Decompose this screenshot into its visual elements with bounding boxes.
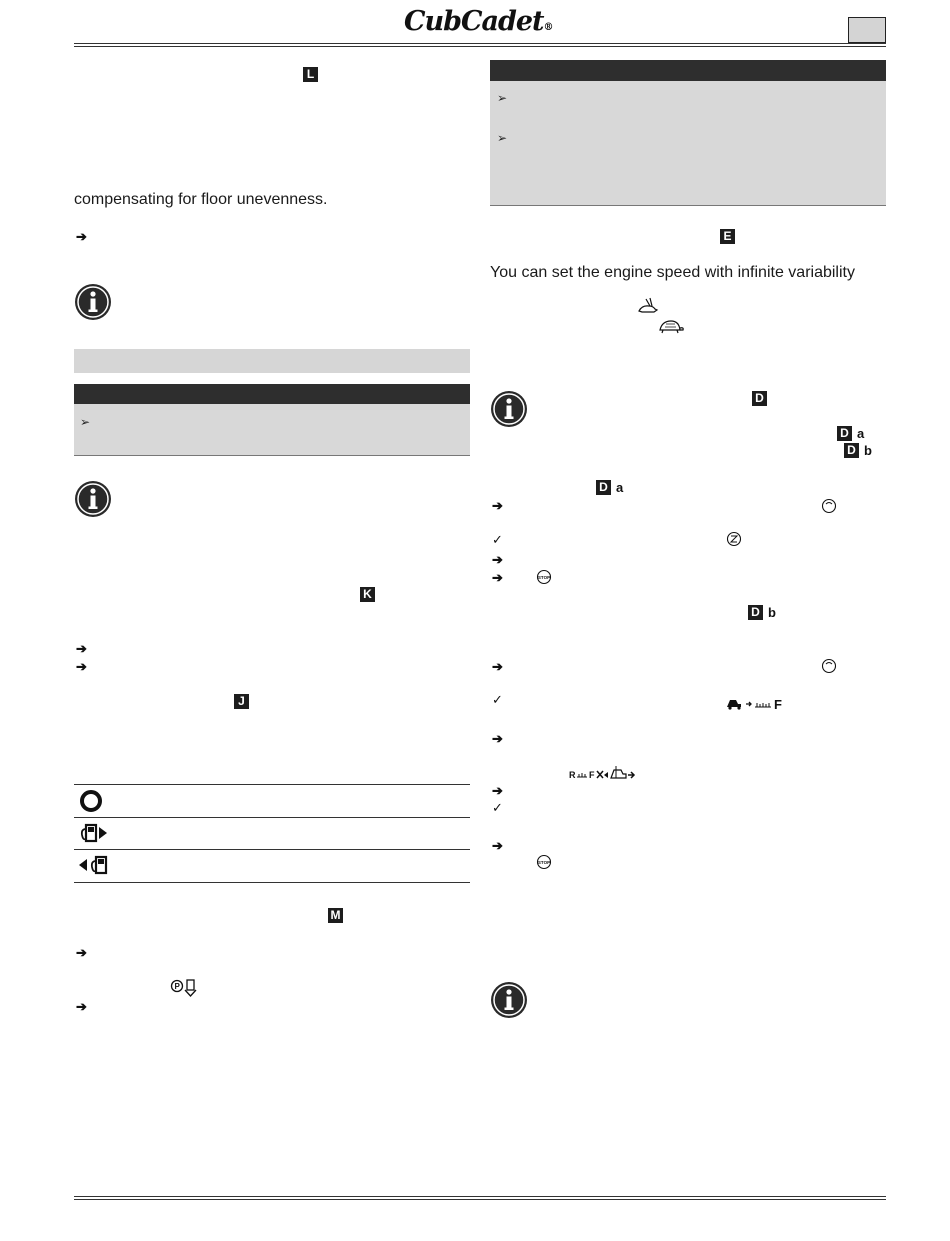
warning-box [74, 404, 470, 456]
arrow-bullet: ➔ [76, 999, 87, 1014]
arrow-bullet: ➔ [492, 838, 503, 853]
section-heading-band [74, 349, 470, 373]
arrow-bullet: ➔ [492, 570, 503, 585]
off-circle-icon [79, 789, 103, 813]
svg-text:R: R [569, 770, 576, 780]
sub-label-b: b [864, 443, 872, 458]
footer-rule [74, 1196, 886, 1200]
fuel-closed-icon [78, 853, 108, 877]
arrow-bullet: ➔ [492, 498, 503, 513]
ignition-key-icon [821, 658, 837, 674]
info-icon [74, 480, 112, 518]
sub-label-F: F [774, 697, 782, 712]
badge-K: K [360, 587, 375, 602]
text-engine-speed: You can set the engine speed with infinite variability [490, 264, 855, 281]
arrow-bullet: ➔ [492, 552, 503, 567]
warning-header-bar [74, 384, 470, 404]
badge-L: L [303, 67, 318, 82]
warning-bullet: ➢ [497, 131, 508, 145]
brand-name: CubCadet [404, 6, 544, 37]
stop-icon-label: STOP [537, 575, 551, 580]
badge-D: D [596, 480, 611, 495]
arrow-bullet: ➔ [492, 731, 503, 746]
sub-label-a: a [616, 480, 624, 495]
stop-icon-label: STOP [537, 860, 551, 865]
badge-M: M [328, 908, 343, 923]
arrow-bullet: ➔ [76, 229, 87, 244]
reverse-mow-icon [568, 764, 638, 782]
info-icon [490, 981, 528, 1019]
stop-icon [536, 569, 552, 585]
arrow-bullet: ➔ [76, 659, 87, 674]
stop-icon [536, 854, 552, 870]
ignition-key-icon [821, 498, 837, 514]
parking-brake-icon [170, 979, 202, 997]
table-rule [74, 817, 470, 818]
brand-mark: ® [543, 22, 553, 33]
table-rule [74, 882, 470, 883]
fuel-open-icon [79, 821, 109, 845]
warning-bullet: ➢ [497, 91, 508, 105]
badge-J: J [234, 694, 249, 709]
arrow-bullet: ➔ [492, 783, 503, 798]
warning-bullet: ➢ [80, 415, 91, 429]
sub-label-a: a [857, 426, 865, 441]
mower-engage-icon [726, 696, 772, 710]
badge-D: D [752, 391, 767, 406]
turtle-icon [657, 318, 685, 334]
svg-text:F: F [589, 770, 595, 780]
arrow-bullet: ➔ [76, 641, 87, 656]
check-bullet: ✓ [492, 532, 503, 547]
badge-D: D [837, 426, 852, 441]
warning-box [490, 81, 886, 206]
rabbit-icon [636, 296, 660, 316]
info-icon [490, 390, 528, 428]
badge-D: D [844, 443, 859, 458]
check-bullet: ✓ [492, 800, 503, 815]
badge-E: E [720, 229, 735, 244]
table-rule [74, 849, 470, 850]
svg-text:P: P [174, 982, 180, 991]
choke-icon [726, 530, 742, 548]
warning-header-bar [490, 60, 886, 81]
check-bullet: ✓ [492, 692, 503, 707]
info-icon [74, 283, 112, 321]
arrow-bullet: ➔ [492, 659, 503, 674]
badge-D: D [748, 605, 763, 620]
table-rule [74, 784, 470, 785]
header-rule [74, 43, 886, 47]
language-box [848, 17, 886, 43]
arrow-bullet: ➔ [76, 945, 87, 960]
sub-label-b: b [768, 605, 776, 620]
brand-logo [404, 6, 553, 37]
text-floor-unevenness: compensating for floor unevenness. [74, 191, 328, 208]
